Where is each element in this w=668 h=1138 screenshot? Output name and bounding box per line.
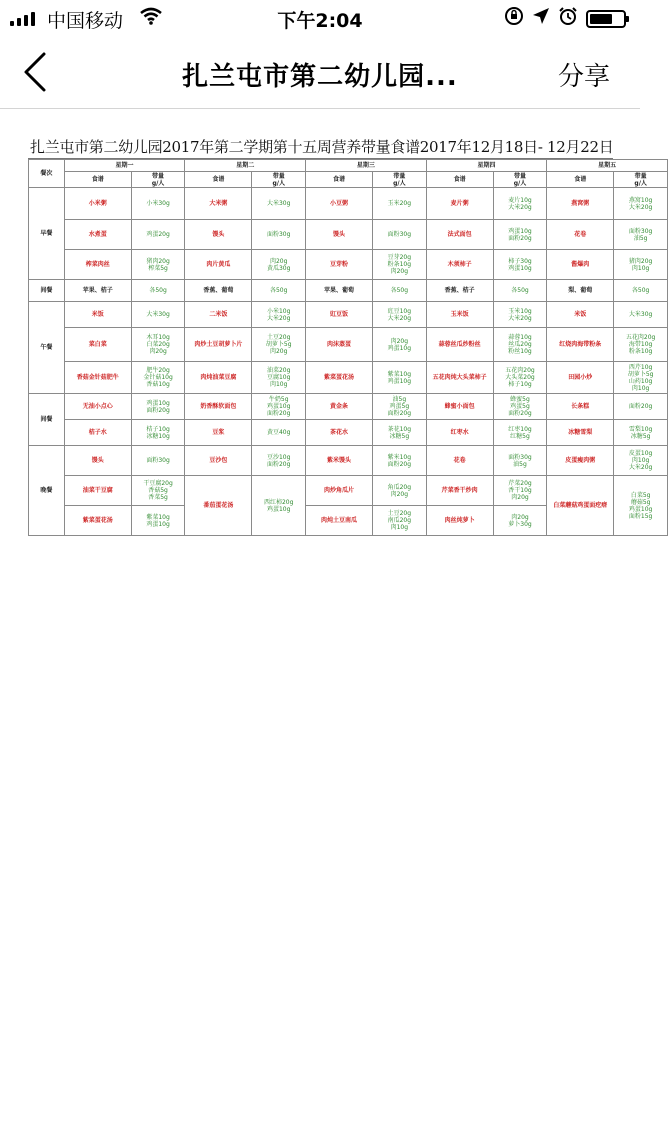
menu-table (28, 159, 668, 536)
ingredient-amount: 鸡蛋10g 面粉20g (493, 220, 547, 250)
dish-name: 苹果、桔子 (64, 280, 131, 302)
ingredient-amount: 木耳10g 白菜20g 肉20g (131, 328, 185, 362)
dish-name: 红枣水 (426, 420, 493, 446)
dish-name: 榨菜肉丝 (64, 250, 131, 280)
dish-name: 水煮蛋 (64, 220, 131, 250)
ingredient-amount: 肉20g 黄瓜30g (252, 250, 306, 280)
ingredient-amount: 紫米10g 面粉20g (373, 446, 427, 476)
dish-name: 豇豆饭 (306, 302, 373, 328)
day-header: 星期一 (64, 160, 185, 172)
ingredient-amount: 西红柿20g 鸡蛋10g (252, 476, 306, 536)
day-header: 星期五 (547, 160, 668, 172)
dish-name: 茶花水 (306, 420, 373, 446)
ingredient-amount: 鸡蛋20g (131, 220, 185, 250)
menu-document-image[interactable] (28, 136, 656, 556)
ingredient-amount: 肉20g 萝卜30g (493, 506, 547, 536)
dish-name: 奶香酥软面包 (185, 394, 252, 420)
ingredient-amount: 白菜5g 蘑菇5g 鸡蛋10g 面粉15g (614, 476, 668, 536)
ingredient-amount: 大米30g (614, 302, 668, 328)
ingredient-amount: 豆沙10g 面粉20g (252, 446, 306, 476)
ingredient-amount: 土豆20g 南瓜20g 肉10g (373, 506, 427, 536)
ingredient-amount: 油菜20g 豆腐10g 肉10g (252, 362, 306, 394)
dish-name: 肉炖土豆南瓜 (306, 506, 373, 536)
ingredient-amount: 各50g (131, 280, 185, 302)
ingredient-amount: 芹菜20g 香干10g 肉20g (493, 476, 547, 506)
recipe-header: 食谱 (306, 172, 373, 188)
ingredient-amount: 面粉30g 油5g (614, 220, 668, 250)
document-title: 扎兰屯市第二幼儿园2017年第二学期第十五周营养带量食谱2017年12月18日- 12月22日 (28, 136, 613, 159)
dish-name: 菜白菜 (64, 328, 131, 362)
ingredient-amount: 猪肉20g 榨菜5g (131, 250, 185, 280)
ingredient-amount: 各50g (373, 280, 427, 302)
dish-name: 肉炒角瓜片 (306, 476, 373, 506)
ingredient-amount: 茶花10g 冰糖5g (373, 420, 427, 446)
dish-name: 肉片黄瓜 (185, 250, 252, 280)
ingredient-amount: 桔子10g 冰糖10g (131, 420, 185, 446)
dish-name: 冰糖雪梨 (547, 420, 614, 446)
dish-name: 无油小点心 (64, 394, 131, 420)
dish-name: 芹菜香干炒肉 (426, 476, 493, 506)
status-time: 下午2:04 (277, 10, 363, 32)
meal-label: 间餐 (29, 394, 65, 446)
dish-name: 酱爆肉 (547, 250, 614, 280)
ingredient-amount: 蒜蓉10g 丝瓜20g 粉丝10g (493, 328, 547, 362)
table-row (29, 302, 668, 328)
dish-name: 黄金条 (306, 394, 373, 420)
dish-name: 玉米饭 (426, 302, 493, 328)
alarm-icon (558, 6, 578, 31)
dish-name: 蒜蓉丝瓜炒粉丝 (426, 328, 493, 362)
table-row (29, 394, 668, 420)
recipe-header: 食谱 (426, 172, 493, 188)
table-row (29, 280, 668, 302)
dish-name: 燕窝粥 (547, 188, 614, 220)
table-row (29, 420, 668, 446)
meal-label: 午餐 (29, 302, 65, 394)
dish-name: 香菇金针菇肥牛 (64, 362, 131, 394)
dish-name: 小豆粥 (306, 188, 373, 220)
dish-name: 花卷 (426, 446, 493, 476)
carrier-name: 中国移动 (47, 10, 124, 32)
ingredient-amount: 小米30g (131, 188, 185, 220)
ingredient-amount: 各50g (614, 280, 668, 302)
ingredient-amount: 肥牛20g 金针菇10g 香菇10g (131, 362, 185, 394)
dish-name: 桔子水 (64, 420, 131, 446)
ingredient-amount: 雪梨10g 冰糖5g (614, 420, 668, 446)
ingredient-amount: 面粉30g (252, 220, 306, 250)
dish-name: 紫菜蛋花汤 (64, 506, 131, 536)
table-row (29, 188, 668, 220)
dish-name: 番茄蛋花汤 (185, 476, 252, 536)
dish-name: 五花肉炖大头菜柿子 (426, 362, 493, 394)
ingredient-amount: 各50g (252, 280, 306, 302)
dish-name: 大米粥 (185, 188, 252, 220)
dish-name: 紫菜蛋花汤 (306, 362, 373, 394)
ingredient-amount: 面粉20g (614, 394, 668, 420)
day-header: 星期三 (306, 160, 427, 172)
ingredient-amount: 柿子30g 鸡蛋10g (493, 250, 547, 280)
recipe-header: 食谱 (64, 172, 131, 188)
meal-label: 晚餐 (29, 446, 65, 536)
ingredient-amount: 黄豆40g (252, 420, 306, 446)
ingredient-amount: 豇豆10g 大米20g (373, 302, 427, 328)
dish-name: 米饭 (547, 302, 614, 328)
ingredient-amount: 土豆20g 胡萝卜5g 肉20g (252, 328, 306, 362)
amount-header: 带量 g/人 (373, 172, 427, 188)
table-row (29, 476, 668, 506)
dish-name: 肉沫蒸蛋 (306, 328, 373, 362)
dish-name: 皮蛋瘦肉粥 (547, 446, 614, 476)
dish-name: 馒头 (185, 220, 252, 250)
page-title: 扎兰屯市第二幼儿园... (182, 62, 458, 92)
ingredient-amount: 面粉30g (131, 446, 185, 476)
ingredient-amount: 角瓜20g 肉20g (373, 476, 427, 506)
ingredient-amount: 玉米20g (373, 188, 427, 220)
location-icon (532, 7, 550, 30)
amount-header: 带量 g/人 (493, 172, 547, 188)
ingredient-amount: 各50g (493, 280, 547, 302)
dish-name: 豆浆 (185, 420, 252, 446)
meal-label: 早餐 (29, 188, 65, 280)
dish-name: 紫米馒头 (306, 446, 373, 476)
dish-name: 米饭 (64, 302, 131, 328)
ingredient-amount: 肉20g 鸡蛋10g (373, 328, 427, 362)
amount-header: 带量 g/人 (614, 172, 668, 188)
dish-name: 木须柿子 (426, 250, 493, 280)
ingredient-amount: 鸡蛋10g 面粉20g (131, 394, 185, 420)
dish-name: 香蕉、桔子 (426, 280, 493, 302)
table-row (29, 328, 668, 362)
dish-name: 肉丝炖萝卜 (426, 506, 493, 536)
header-row-columns (29, 172, 668, 188)
ingredient-amount: 西芹10g 胡萝卜5g 山药10g 肉10g (614, 362, 668, 394)
dish-name: 苹果、葡萄 (306, 280, 373, 302)
dish-name: 小米粥 (64, 188, 131, 220)
dish-name: 红烧肉海带粉条 (547, 328, 614, 362)
ingredient-amount: 紫菜10g 鸡蛋10g (131, 506, 185, 536)
ingredient-amount: 油5g 鸡蛋5g 面粉20g (373, 394, 427, 420)
navigation-bar (0, 36, 640, 109)
ingredient-amount: 面粉30g 油5g (493, 446, 547, 476)
ingredient-amount: 大米30g (131, 302, 185, 328)
dish-name: 法式面包 (426, 220, 493, 250)
dish-name: 蜂蜜小面包 (426, 394, 493, 420)
dish-name: 长条糕 (547, 394, 614, 420)
ingredient-amount: 紫菜10g 鸡蛋10g (373, 362, 427, 394)
dish-name: 肉炒土豆胡萝卜片 (185, 328, 252, 362)
dish-name: 馒头 (64, 446, 131, 476)
dish-name: 麦片粥 (426, 188, 493, 220)
ingredient-amount: 牛奶5g 鸡蛋10g 面粉20g (252, 394, 306, 420)
meal-label: 间餐 (29, 280, 65, 302)
dish-name: 梨、葡萄 (547, 280, 614, 302)
battery-icon (586, 10, 626, 28)
ingredient-amount: 小米10g 大米20g (252, 302, 306, 328)
ingredient-amount: 干豆腐20g 香菇5g 香菜5g (131, 476, 185, 506)
ingredient-amount: 面粉30g (373, 220, 427, 250)
ingredient-amount: 皮蛋10g 肉10g 大米20g (614, 446, 668, 476)
day-header: 星期二 (185, 160, 306, 172)
ingredient-amount: 蜂蜜5g 鸡蛋5g 面粉20g (493, 394, 547, 420)
recipe-header: 食谱 (547, 172, 614, 188)
table-row (29, 220, 668, 250)
share-button[interactable]: 分享 (557, 62, 610, 92)
ingredient-amount: 豆芽20g 粉条10g 肉20g (373, 250, 427, 280)
dish-name: 二米饭 (185, 302, 252, 328)
ingredient-amount: 麦片10g 大米20g (493, 188, 547, 220)
dish-name: 豆沙包 (185, 446, 252, 476)
day-header: 星期四 (426, 160, 547, 172)
ingredient-amount: 红枣10g 红糖5g (493, 420, 547, 446)
ingredient-amount: 五花肉20g 海带10g 粉条10g (614, 328, 668, 362)
header-row-days (29, 160, 668, 172)
ingredient-amount: 大米30g (252, 188, 306, 220)
dish-name: 油菜干豆腐 (64, 476, 131, 506)
table-row (29, 446, 668, 476)
dish-name: 肉炖油菜豆腐 (185, 362, 252, 394)
ingredient-amount: 猪肉20g 肉10g (614, 250, 668, 280)
dish-name: 香蕉、葡萄 (185, 280, 252, 302)
dish-name: 田园小炒 (547, 362, 614, 394)
ingredient-amount: 玉米10g 大米20g (493, 302, 547, 328)
ingredient-amount: 五花肉20g 大头菜20g 柿子10g (493, 362, 547, 394)
table-row (29, 362, 668, 394)
amount-header: 带量 g/人 (252, 172, 306, 188)
amount-header: 带量 g/人 (131, 172, 185, 188)
meal-column-header: 餐次 (29, 160, 65, 188)
status-bar (0, 0, 640, 36)
table-row (29, 250, 668, 280)
recipe-header: 食谱 (185, 172, 252, 188)
dish-name: 白菜蘑菇鸡蛋面疙瘩 (547, 476, 614, 536)
dish-name: 花卷 (547, 220, 614, 250)
ingredient-amount: 燕窝10g 大米20g (614, 188, 668, 220)
orientation-lock-icon (504, 6, 524, 31)
dish-name: 豆芽粉 (306, 250, 373, 280)
dish-name: 馒头 (306, 220, 373, 250)
